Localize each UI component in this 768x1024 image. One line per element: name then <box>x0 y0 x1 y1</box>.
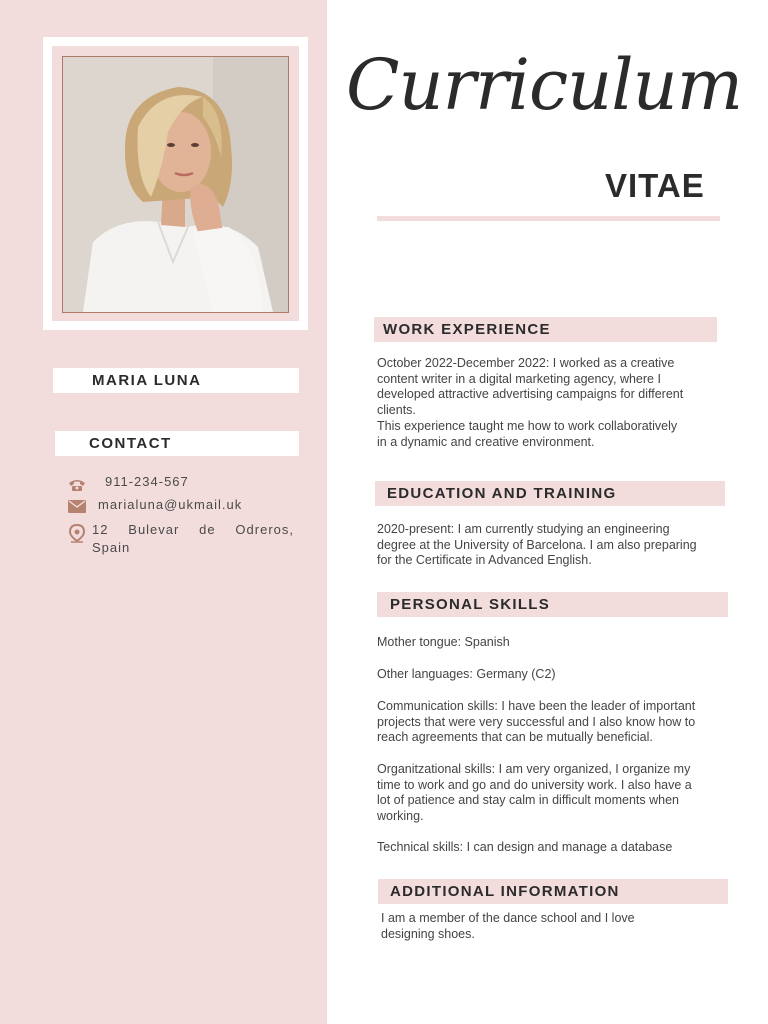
contact-heading: CONTACT <box>89 435 172 452</box>
additional-information-text: I am a member of the dance school and I love designing shoes. <box>381 911 635 941</box>
phone-icon <box>67 478 87 497</box>
section-header-personal-skills <box>377 592 728 617</box>
additional-information-heading: ADDITIONAL INFORMATION <box>390 883 620 900</box>
address-line-1: 12 Bulevar de Odreros, <box>92 522 294 537</box>
location-pin-icon <box>68 524 86 549</box>
education-heading: EDUCATION AND TRAINING <box>387 485 617 502</box>
organizational-skills: Organitzational skills: I am very organized, I organize my time to work and go and do university work. I also have a lot of patience and stay calm in difficult moments when working. <box>377 762 692 824</box>
communication-skills: Communication skills: I have been the leader of important projects that were very successful and I also know how to reach agreements that can be mutually beneficial. <box>377 699 696 745</box>
education-text: 2020-present: I am currently studying an engineering degree at the University of Barcelona. I am also preparing for the Certificate in Advanced English. <box>377 522 697 568</box>
title-script: Curriculum <box>346 44 743 126</box>
title-main: VITAE <box>605 167 705 204</box>
other-languages: Other languages: Germany (C2) <box>377 667 556 681</box>
title-underline <box>377 216 720 221</box>
mail-icon <box>68 500 86 518</box>
person-name: MARIA LUNA <box>92 372 202 389</box>
section-header-additional-information <box>378 879 728 904</box>
work-experience-text: October 2022-December 2022: I worked as a creative content writer in a digital marketing agency, where I developed attractive advertising campaigns for different clients. This experience taught me how to work collaboratively in a dynamic and creative environment. <box>377 356 684 449</box>
address-line-2: Spain <box>92 540 131 555</box>
personal-skills-heading: PERSONAL SKILLS <box>390 596 551 613</box>
profile-photo <box>62 56 289 313</box>
email-address[interactable]: marialuna@ukmail.uk <box>98 497 243 512</box>
technical-skills: Technical skills: I can design and manage a database <box>377 840 673 854</box>
photo-frame <box>43 37 308 330</box>
contact-heading-bar <box>55 431 299 456</box>
phone-number[interactable]: 911-234-567 <box>105 474 189 489</box>
name-bar <box>53 368 299 393</box>
section-header-education <box>375 481 725 506</box>
work-experience-heading: WORK EXPERIENCE <box>383 321 551 338</box>
mother-tongue: Mother tongue: Spanish <box>377 635 510 649</box>
section-header-work-experience <box>374 317 717 342</box>
